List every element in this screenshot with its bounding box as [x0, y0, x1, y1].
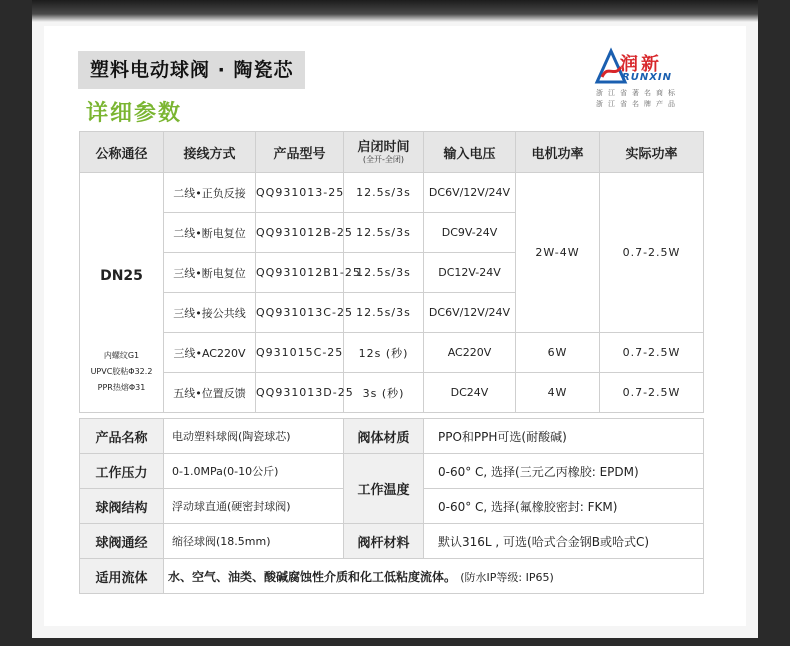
table-row: [80, 333, 704, 373]
value-structure: 浮动球直通(硬密封球阀): [164, 489, 344, 524]
dn-note: PPR热熔Φ31: [97, 383, 146, 392]
brand-logo: [596, 48, 716, 114]
value-stem-material: 默认316L , 可选(哈式合金钢B或哈式C): [424, 524, 704, 559]
label-pressure: 工作压力: [80, 454, 164, 489]
label-body-material: 阀体材质: [344, 419, 424, 454]
table-row: [80, 373, 704, 413]
cell-time: 12.5s/3s: [344, 213, 424, 253]
header-voltage: 输入电压: [424, 132, 516, 173]
logo-english-name: RUNXIN: [622, 72, 672, 83]
cell-time: 12s (秒): [344, 333, 424, 373]
header-connection: 接线方式: [164, 132, 256, 173]
logo-tagline-2: 浙江省名牌产品: [596, 100, 680, 108]
cell-connection: 二线•正负反接: [164, 173, 256, 213]
cell-connection: 三线•AC220V: [164, 333, 256, 373]
cell-model: QQ931013C-25: [256, 293, 344, 333]
value-bore: 缩径球阀(18.5mm): [164, 524, 344, 559]
dn-value: DN25: [100, 268, 143, 284]
cell-time: 12.5s/3s: [344, 293, 424, 333]
properties-table: [79, 418, 704, 594]
spec-table: [79, 131, 704, 413]
value-body-material: PPO和PPH可选(耐酸碱): [424, 419, 704, 454]
frame-bottom-border: [32, 638, 758, 646]
table-row: [80, 559, 704, 594]
table-row: [80, 454, 704, 489]
page-title: 塑料电动球阀 · 陶瓷芯: [78, 51, 305, 89]
dn-note: UPVC胶粘Φ32.2: [90, 367, 153, 376]
cell-model: QQ931012B1-25: [256, 253, 344, 293]
value-fluid-note: (防水IP等级: IP65): [460, 570, 554, 584]
cell-model: Q931015C-25: [256, 333, 344, 373]
cell-actual-power: 0.7-2.5W: [600, 373, 704, 413]
label-stem-material: 阀杆材料: [344, 524, 424, 559]
cell-connection: 三线•接公共线: [164, 293, 256, 333]
dn-notes: [80, 348, 163, 396]
header-time-sub: (全开-全闭): [362, 155, 405, 164]
header-model: 产品型号: [256, 132, 344, 173]
value-product-name: 电动塑料球阀(陶瓷球芯): [164, 419, 344, 454]
value-temperature-epdm: 0-60° C, 选择(三元乙丙橡胶: EPDM): [424, 454, 704, 489]
dn-note: 内螺纹G1: [103, 351, 140, 360]
header-time-main: 启闭时间: [357, 140, 410, 155]
header-actual-power: 实际功率: [600, 132, 704, 173]
table-row: [80, 524, 704, 559]
cell-connection: 三线•断电复位: [164, 253, 256, 293]
cell-motor-power: 4W: [516, 373, 600, 413]
value-fluid-text: 水、空气、油类、酸碱腐蚀性介质和化工低粘度流体。: [168, 569, 457, 584]
table-row: [80, 173, 704, 213]
cell-time: 12.5s/3s: [344, 173, 424, 213]
cell-voltage: DC9V-24V: [424, 213, 516, 253]
cell-connection: 二线•断电复位: [164, 213, 256, 253]
header-dn: 公称通径: [80, 132, 164, 173]
cell-motor-power-group: 2W-4W: [516, 173, 600, 333]
table-row: [80, 419, 704, 454]
label-structure: 球阀结构: [80, 489, 164, 524]
section-subtitle: 详细参数: [86, 101, 183, 126]
cell-voltage: DC6V/12V/24V: [424, 173, 516, 213]
value-pressure: 0-1.0MPa(0-10公斤): [164, 454, 344, 489]
cell-actual-power-group: 0.7-2.5W: [600, 173, 704, 333]
cell-voltage: AC220V: [424, 333, 516, 373]
header-time: [344, 132, 424, 173]
cell-model: QQ931013D-25: [256, 373, 344, 413]
value-temperature-fkm: 0-60° C, 选择(氟橡胶密封: FKM): [424, 489, 704, 524]
label-fluid: 适用流体: [80, 559, 164, 594]
cell-actual-power: 0.7-2.5W: [600, 333, 704, 373]
cell-time: 3s (秒): [344, 373, 424, 413]
cell-model: QQ931013-25: [256, 173, 344, 213]
cell-model: QQ931012B-25: [256, 213, 344, 253]
header-motor-power: 电机功率: [516, 132, 600, 173]
spec-header-row: [80, 132, 704, 173]
cell-time: 12.5s/3s: [344, 253, 424, 293]
label-product-name: 产品名称: [80, 419, 164, 454]
cell-voltage: DC12V-24V: [424, 253, 516, 293]
label-temperature: 工作温度: [344, 454, 424, 524]
logo-chinese-name: 润新: [620, 54, 662, 75]
logo-tagline-1: 浙江省著名商标: [596, 89, 680, 97]
label-bore: 球阀通经: [80, 524, 164, 559]
cell-voltage: DC6V/12V/24V: [424, 293, 516, 333]
dn-cell: [80, 173, 164, 413]
value-fluid: [164, 559, 704, 594]
cell-voltage: DC24V: [424, 373, 516, 413]
cell-connection: 五线•位置反馈: [164, 373, 256, 413]
cell-motor-power: 6W: [516, 333, 600, 373]
